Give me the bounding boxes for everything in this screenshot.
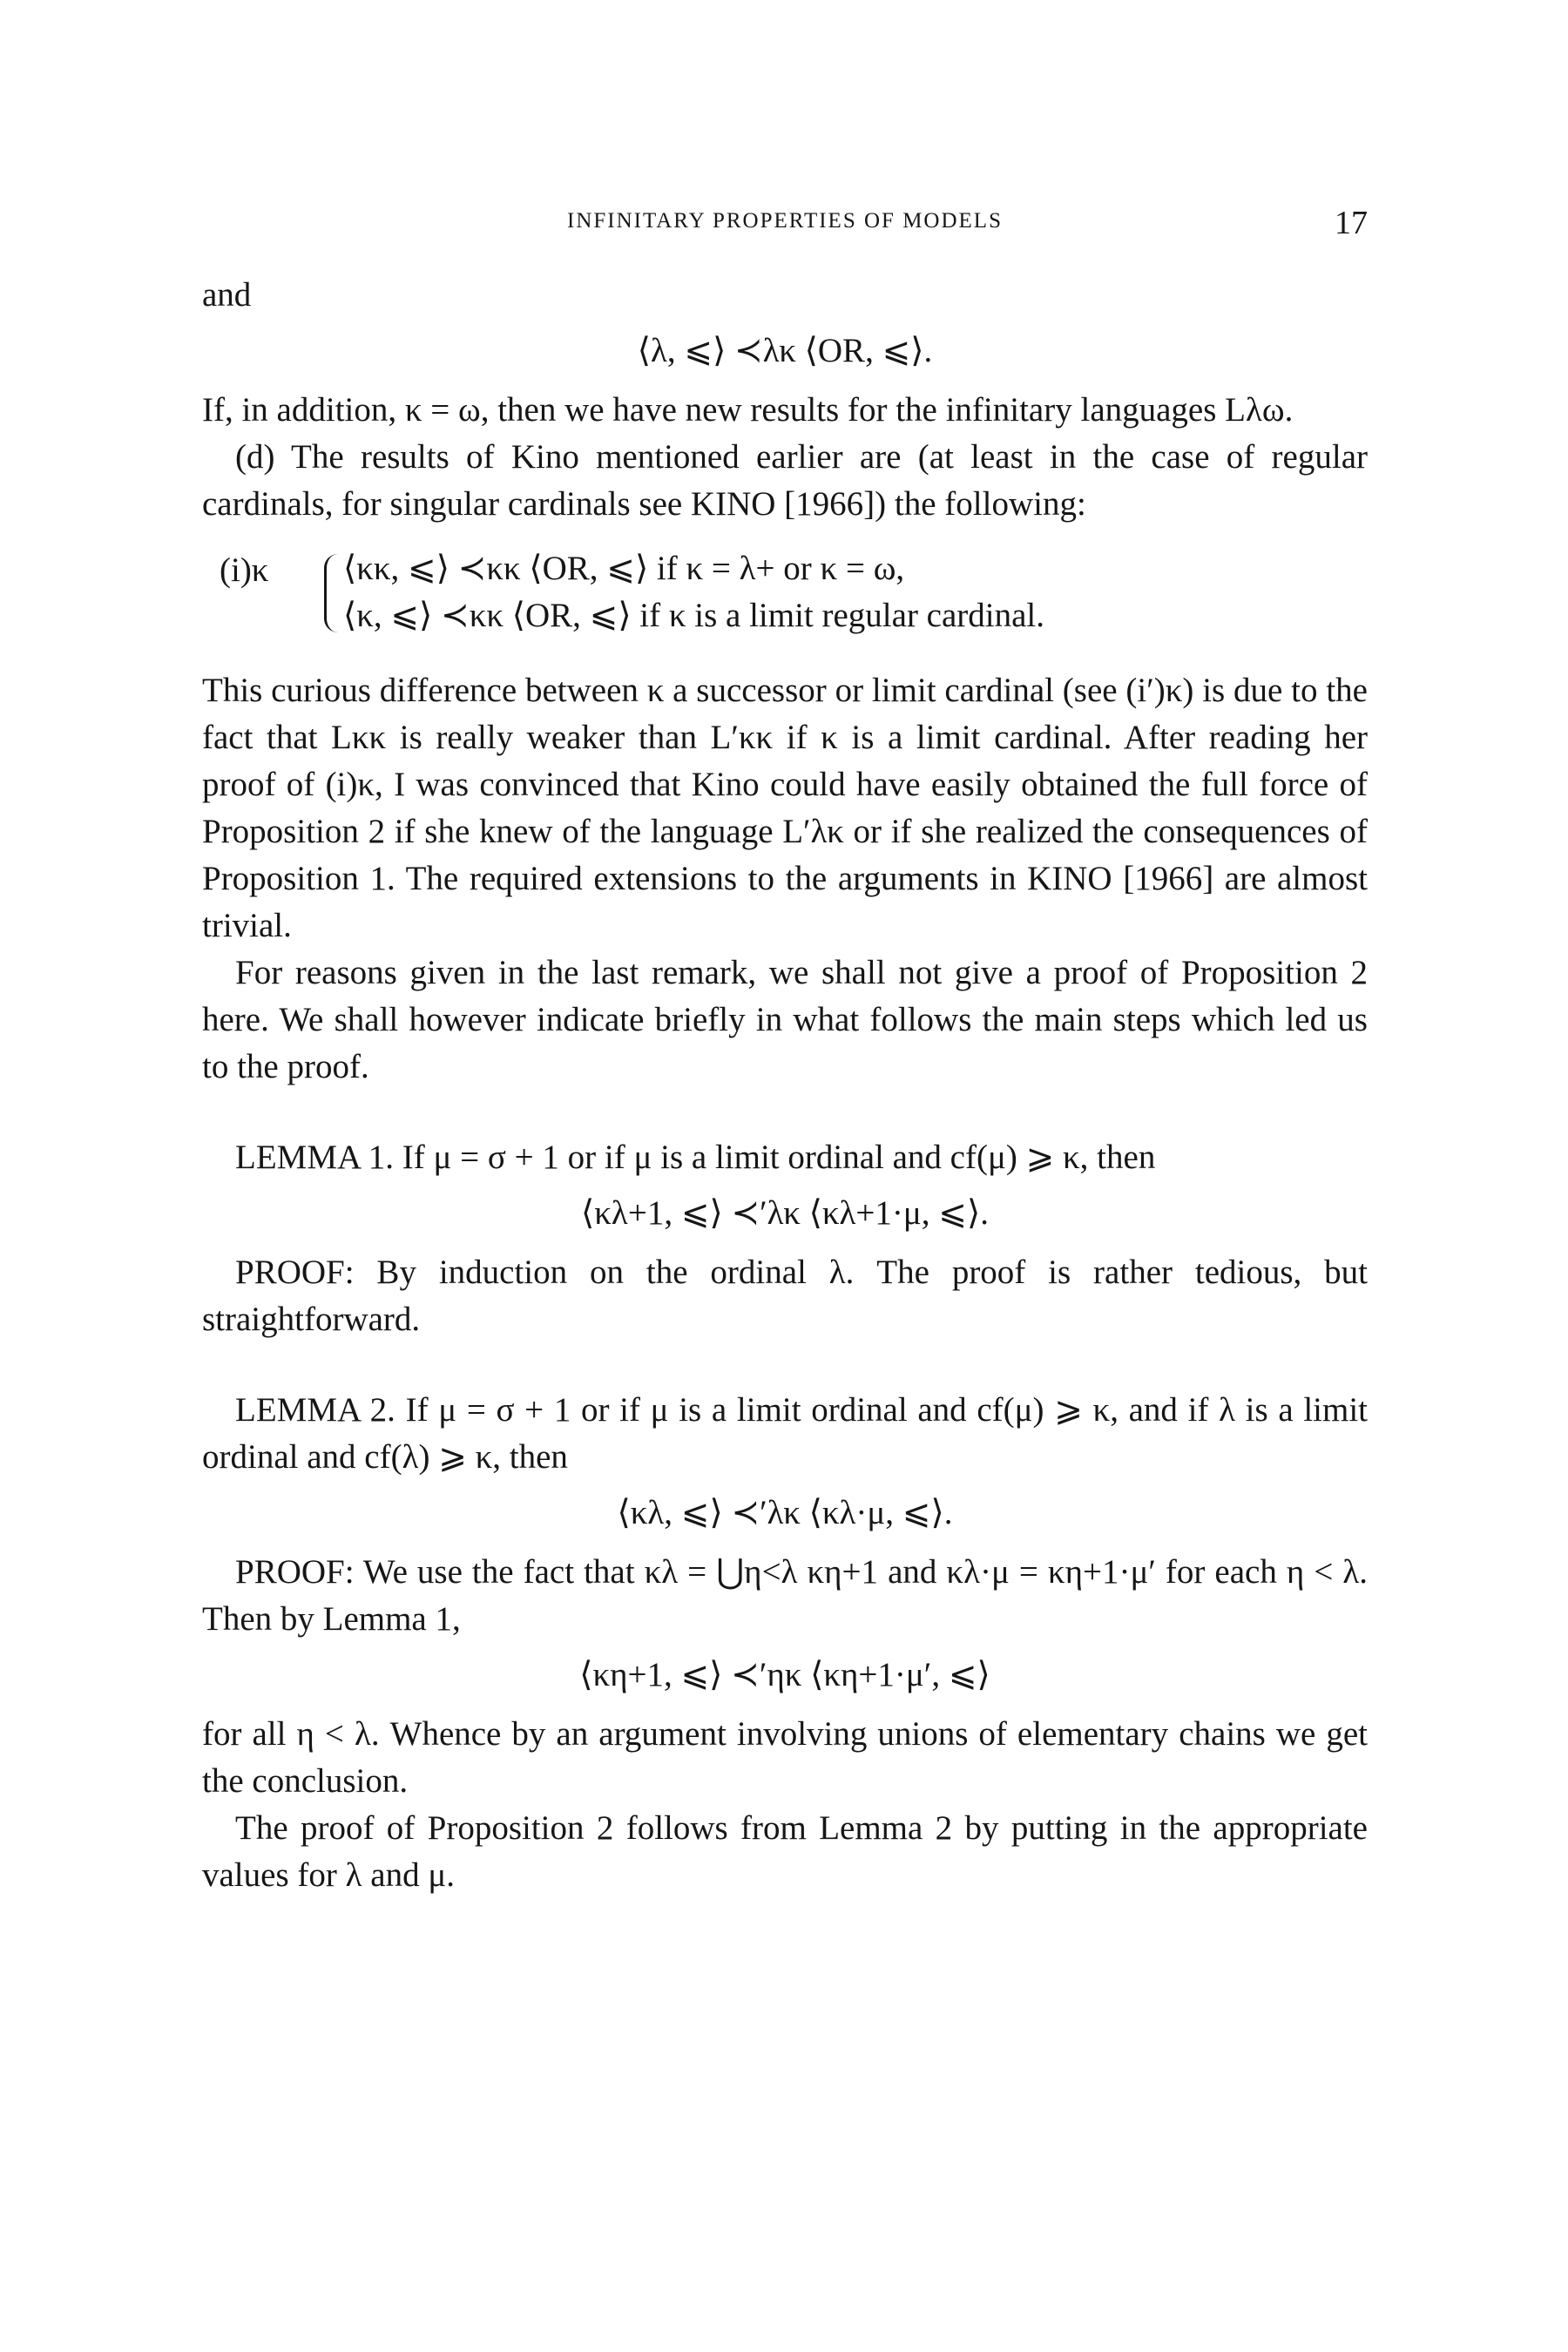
paragraph-1: If, in addition, κ = ω, then we have new results for the infinitary languages Lλω. [202, 391, 1294, 429]
paragraph-3: This curious difference between κ a successor or limit cardinal (see (i′)κ) is due to the fact that Lκκ is really weaker than L′κκ if κ is a limit cardinal. After reading her proof of (i)κ, I was convinced that Kino could have easily obtained the full force of Proposition 2 if she knew of the language L′λκ or if she realized the consequences of Proposition 1. The required extensions to the arguments in KINO [1966] are almost trivial. [202, 672, 1368, 944]
line-and: and [202, 276, 252, 314]
case-line-2: ⟨κ, ⩽⟩ ≺κκ ⟨OR, ⩽⟩ if κ is a limit regular cardinal. [343, 597, 1045, 634]
paragraph-4: For reasons given in the last remark, we shall not give a proof of Proposition 2 here. We shall however indicate briefly in what follows the main steps which led us to the proof. [202, 954, 1368, 1085]
cases-block [202, 545, 1368, 643]
page-number: 17 [1335, 205, 1368, 241]
page-header [202, 204, 1368, 239]
proof-2: PROOF: We use the fact that κλ = ⋃η<λ κη+1 and κλ·μ = κη+1·μ′ for each η < λ. Then by Lemma 1, [202, 1553, 1368, 1638]
formula-2: ⟨κλ+1, ⩽⟩ ≺′λκ ⟨κλ+1·μ, ⩽⟩. [581, 1194, 989, 1232]
formula-4: ⟨κη+1, ⩽⟩ ≺′ηκ ⟨κη+1·μ′, ⩽⟩ [579, 1656, 990, 1693]
proof-1: PROOF: By induction on the ordinal λ. The proof is rather tedious, but straightforward. [202, 1254, 1368, 1338]
left-brace [324, 554, 339, 632]
lemma-2: LEMMA 2. If μ = σ + 1 or if μ is a limit ordinal and cf(μ) ⩾ κ, and if λ is a limit ordinal and cf(λ) ⩾ κ, then [202, 1391, 1368, 1476]
lemma-1: LEMMA 1. If μ = σ + 1 or if μ is a limit ordinal and cf(μ) ⩾ κ, then [235, 1139, 1156, 1176]
case-label: (i)κ [220, 551, 269, 589]
formula-3: ⟨κλ, ⩽⟩ ≺′λκ ⟨κλ·μ, ⩽⟩. [617, 1494, 953, 1531]
case-line-1: ⟨κκ, ⩽⟩ ≺κκ ⟨OR, ⩽⟩ if κ = λ+ or κ = ω, [343, 550, 905, 587]
paragraph-6: The proof of Proposition 2 follows from Lemma 2 by putting in the appropriate values for λ and μ. [202, 1809, 1368, 1894]
paragraph-5: for all η < λ. Whence by an argument involving unions of elementary chains we get the conclusion. [202, 1715, 1368, 1800]
body-text [202, 272, 1368, 1899]
paragraph-2: (d) The results of Kino mentioned earlier are (at least in the case of regular cardinals, for singular cardinals see KINO [1966]) the following: [202, 438, 1368, 523]
running-head: INFINITARY PROPERTIES OF MODELS [567, 209, 1003, 233]
formula-1: ⟨λ, ⩽⟩ ≺λκ ⟨OR, ⩽⟩. [637, 332, 933, 369]
